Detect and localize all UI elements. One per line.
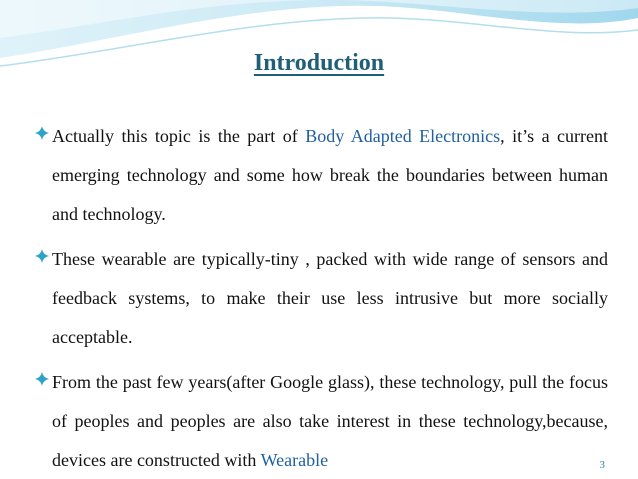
page-number: 3	[599, 459, 605, 471]
bullet-list	[32, 117, 608, 479]
bullet-item	[32, 240, 608, 357]
bullet-text: From the past few years(after Google glass), these technology, pull the focus of peoples and peoples are also take interest in these technology,because, devices are constructed with Wearable	[52, 372, 608, 470]
diamond-bullet-icon	[32, 249, 52, 263]
highlight-text: Wearable	[260, 450, 329, 470]
diamond-bullet-icon	[32, 372, 52, 386]
highlight-text: Body Adapted Electronics	[305, 126, 501, 146]
diamond-bullet-icon	[32, 126, 52, 140]
bullet-item	[32, 363, 608, 479]
bullet-text: Actually this topic is the part of Body Adapted Electronics, it’s a current emerging technology and some how break the boundaries between human and technology.	[52, 126, 609, 224]
bullet-text: These wearable are typically-tiny , packed with wide range of sensors and feedback systems, to make their use less intrusive but more socially acceptable.	[52, 249, 608, 347]
bullet-item	[32, 117, 608, 234]
slide-title: Introduction	[253, 50, 385, 76]
